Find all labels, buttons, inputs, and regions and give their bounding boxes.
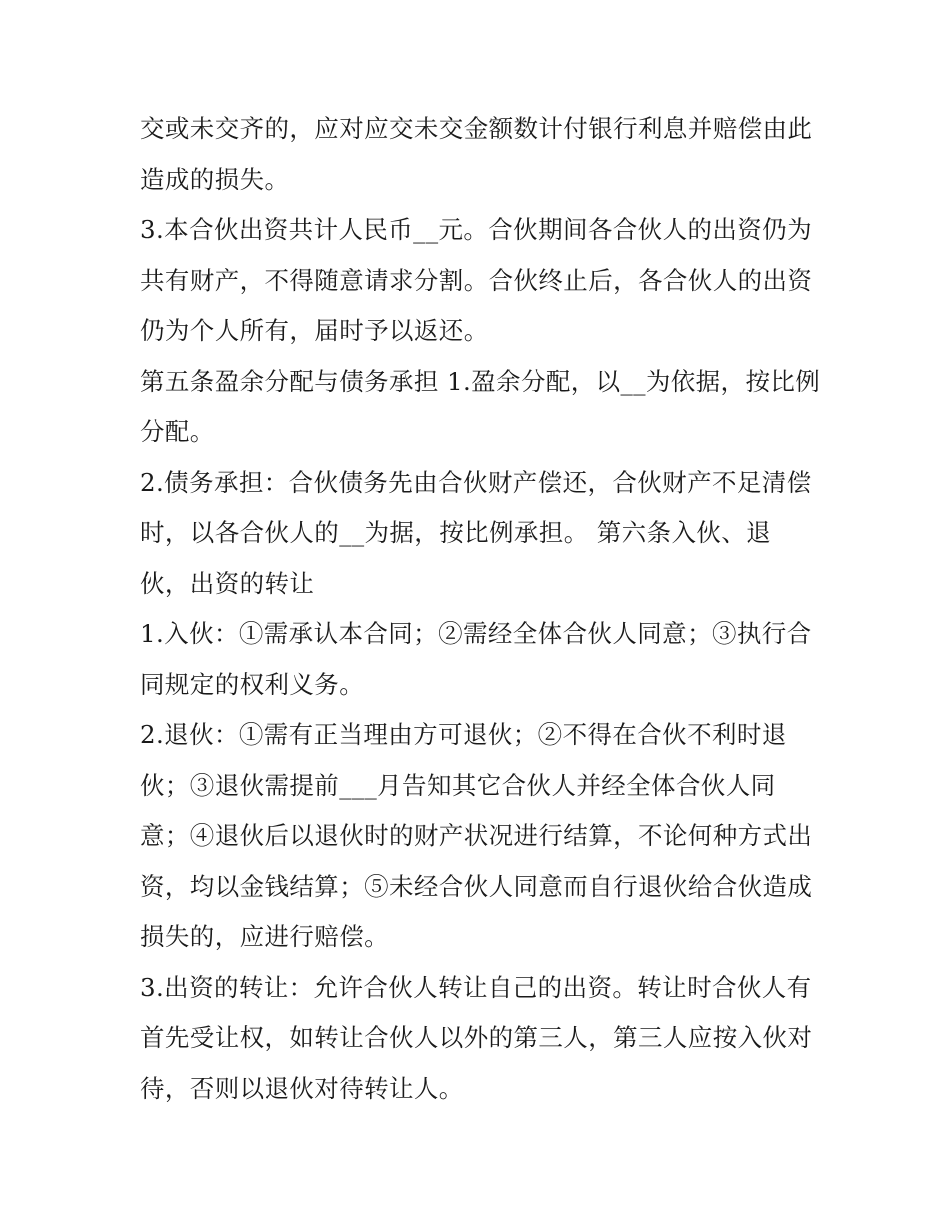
text-line: 资，均以金钱结算；⑤未经合伙人同意而自行退伙给合伙造成 <box>140 871 813 901</box>
text-line: 待，否则以退伙对待转让人。 <box>140 1073 464 1103</box>
text-line: 2.退伙：①需有正当理由方可退伙；②不得在合伙不利时退 <box>140 720 787 749</box>
text-line: 3.本合伙出资共计人民币__元。合伙期间各合伙人的出资仍为 <box>140 215 812 244</box>
text-line: 2.债务承担：合伙债务先由合伙财产偿还，合伙财产不足清偿 <box>140 467 812 497</box>
text-line: 伙，出资的转让 <box>140 568 315 598</box>
text-line: 伙；③退伙需提前___月告知其它合伙人并经全体合伙人同 <box>140 770 776 800</box>
text-line: 第五条盈余分配与债务承担 1.盈余分配，以__为依据，按比例 <box>140 366 821 396</box>
text-line: 分配。 <box>140 417 215 446</box>
text-line: 意；④退伙后以退伙时的财产状况进行结算，不论何种方式出 <box>140 821 813 850</box>
text-line: 造成的损失。 <box>140 164 290 194</box>
text-line: 时，以各合伙人的__为据，按比例承担。 第六条入伙、退 <box>140 518 772 547</box>
text-line: 交或未交齐的，应对应交未交金额数计付银行利息并赔偿由此 <box>140 114 813 143</box>
text-line: 1.入伙：①需承认本合同；②需经全体合伙人同意；③执行合 <box>140 619 812 648</box>
document-body <box>140 104 820 1114</box>
text-line: 首先受让权，如转让合伙人以外的第三人，第三人应按入伙对 <box>140 1023 813 1052</box>
text-line: 共有财产，不得随意请求分割。合伙终止后，各合伙人的出资 <box>140 265 813 295</box>
text-line: 仍为个人所有，届时予以返还。 <box>140 316 489 345</box>
text-line: 3.出资的转让：允许合伙人转让自己的出资。转让时合伙人有 <box>140 972 812 1002</box>
text-line: 同规定的权利义务。 <box>140 669 365 699</box>
text-line: 损失的，应进行赔偿。 <box>140 922 389 951</box>
